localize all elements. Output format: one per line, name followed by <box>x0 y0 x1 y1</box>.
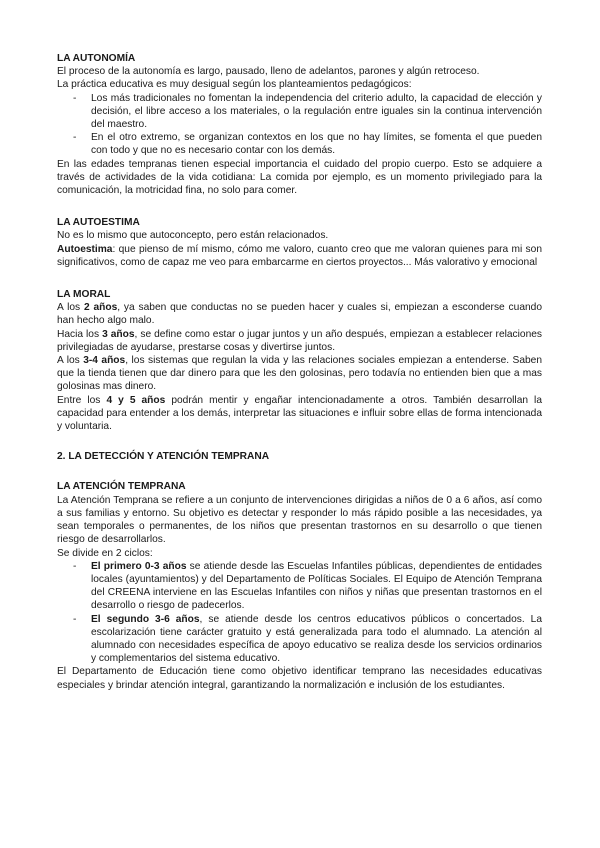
heading-autoestima: LA AUTOESTIMA <box>57 217 140 229</box>
text-run: Entre los <box>57 394 107 406</box>
paragraph <box>57 354 542 394</box>
paragraph: La Atención Temprana se refiere a un conjunto de intervenciones dirigidas a niños de 0 a 6 años, así como a sus familias y entorno. Su objetivo es detectar y responder lo más rápido posible a las necesidades, ya sean temporales o permanentes, de los niños que presentan trastornos en su desarrollo o que tienen riesgo de desarrollarlos. <box>57 494 542 546</box>
bold-term: 3-4 años <box>83 355 126 367</box>
bold-term: El segundo 3-6 años <box>91 613 200 625</box>
paragraph: El proceso de la autonomía es largo, pausado, lleno de adelantos, parones y algún retroceso. <box>57 66 480 78</box>
text-run: : que pienso de mí mismo, cómo me valoro, cuanto creo que me valoran quienes para mi son significativos, como de capaz me veo para embarcarme en ciertos proyectos... Más valorativo y emocional <box>57 243 542 268</box>
dash-bullet: - <box>73 613 77 625</box>
list-item-text: Los más tradicionales no fomentan la independencia del criterio adulto, la capacidad de elección y decisión, el libre acceso a los materiales, o la regulación entre iguales sin la continua intervención del maestro. <box>91 92 542 131</box>
list-item <box>57 92 542 132</box>
text-run: , se atiende desde los centros educativos públicos o concertados. La escolarización tiene carácter gratuito y está generalizada para todo el alumnado. La atención al alumnado con necesidades específica de apoyo educativo se realiza desde los servicios ordinarios y complementarios del sistema educativo. <box>91 613 542 665</box>
text-run: Hacia los <box>57 328 103 340</box>
paragraph <box>57 243 542 269</box>
text-run: se atiende desde las Escuelas Infantiles públicas, dependientes de entidades locales (ayuntamientos) y del Departamento de Políticas Sociales. El Equipo de Atención Temprana del CREENA interviene en las Escuelas Infantiles con niños y niñas que presentan trastornos en el desarrollo o riesgo de padecerlos. <box>91 560 542 612</box>
paragraph: No es lo mismo que autoconcepto, pero están relacionados. <box>57 230 329 242</box>
heading-autonomia: LA AUTONOMÍA <box>57 53 136 64</box>
list-item-text: En el otro extremo, se organizan contextos en los que no hay límites, se fomenta el que pueden con todo y que no es necesario contar con los demás. <box>91 132 542 157</box>
text-run: , se define como estar o jugar juntos y un año después, empiezan a establecer relaciones privilegiadas de ayudarse, prestarse cosas y divertirse juntos. <box>57 328 542 353</box>
bullet-list <box>57 560 542 666</box>
paragraph <box>57 394 542 434</box>
dash-bullet: - <box>73 560 77 572</box>
list-item <box>57 613 542 666</box>
list-item <box>57 131 542 157</box>
heading-moral: LA MORAL <box>57 289 111 301</box>
bold-term: 3 años <box>102 328 135 340</box>
bold-term: El primero 0-3 años <box>91 560 187 572</box>
paragraph: El Departamento de Educación tiene como objetivo identificar temprano las necesidades educativas especiales y brindar atención integral, garantizando la normalización e inclusión de los estudiantes. <box>57 666 542 691</box>
dash-bullet: - <box>73 132 77 144</box>
text-run: A los <box>57 355 84 367</box>
bullet-list <box>57 92 542 158</box>
heading-section-2: 2. LA DETECCIÓN Y ATENCIÓN TEMPRANA <box>57 451 270 463</box>
dash-bullet: - <box>73 92 77 104</box>
text-run: , los sistemas que regulan la vida y las relaciones sociales empiezan a entenderse. Saben que la tienda tienen que dar dinero para que les den golosinas, pero todavía no entienden bien que a mas golosinas mas dinero. <box>57 355 542 393</box>
paragraph: En las edades tempranas tienen especial importancia el cuidado del propio cuerpo. Esto se adquiere a través de actividades de la vida cotidiana: La comida por ejemplo, es un momento privilegiado para la comunicación, la motricidad fina, no solo para comer. <box>57 158 542 197</box>
bold-term: 4 y 5 años <box>106 394 166 406</box>
document-page <box>57 52 542 692</box>
text-run: A los <box>57 302 84 314</box>
heading-atencion-temprana: LA ATENCIÓN TEMPRANA <box>57 481 186 493</box>
paragraph <box>57 328 542 354</box>
paragraph: La práctica educativa es muy desigual según los planteamientos pedagógicos: <box>57 79 412 91</box>
text-run: , ya saben que conductas no se pueden hacer y cuales si, empiezan a esconderse cuando han hecho algo malo. <box>57 302 542 327</box>
list-item <box>57 560 542 613</box>
bold-term: 2 años <box>83 302 118 314</box>
paragraph <box>57 301 542 327</box>
paragraph: Se divide en 2 ciclos: <box>57 547 153 559</box>
bold-term: Autoestima <box>57 243 113 255</box>
text-run: podrán mentir y engañar intencionadamente a otros. También desarrollan la capacidad para entender a los demás, interpretar las situaciones e influir sobre ellas de forma intencionada y voluntaria. <box>57 394 542 433</box>
